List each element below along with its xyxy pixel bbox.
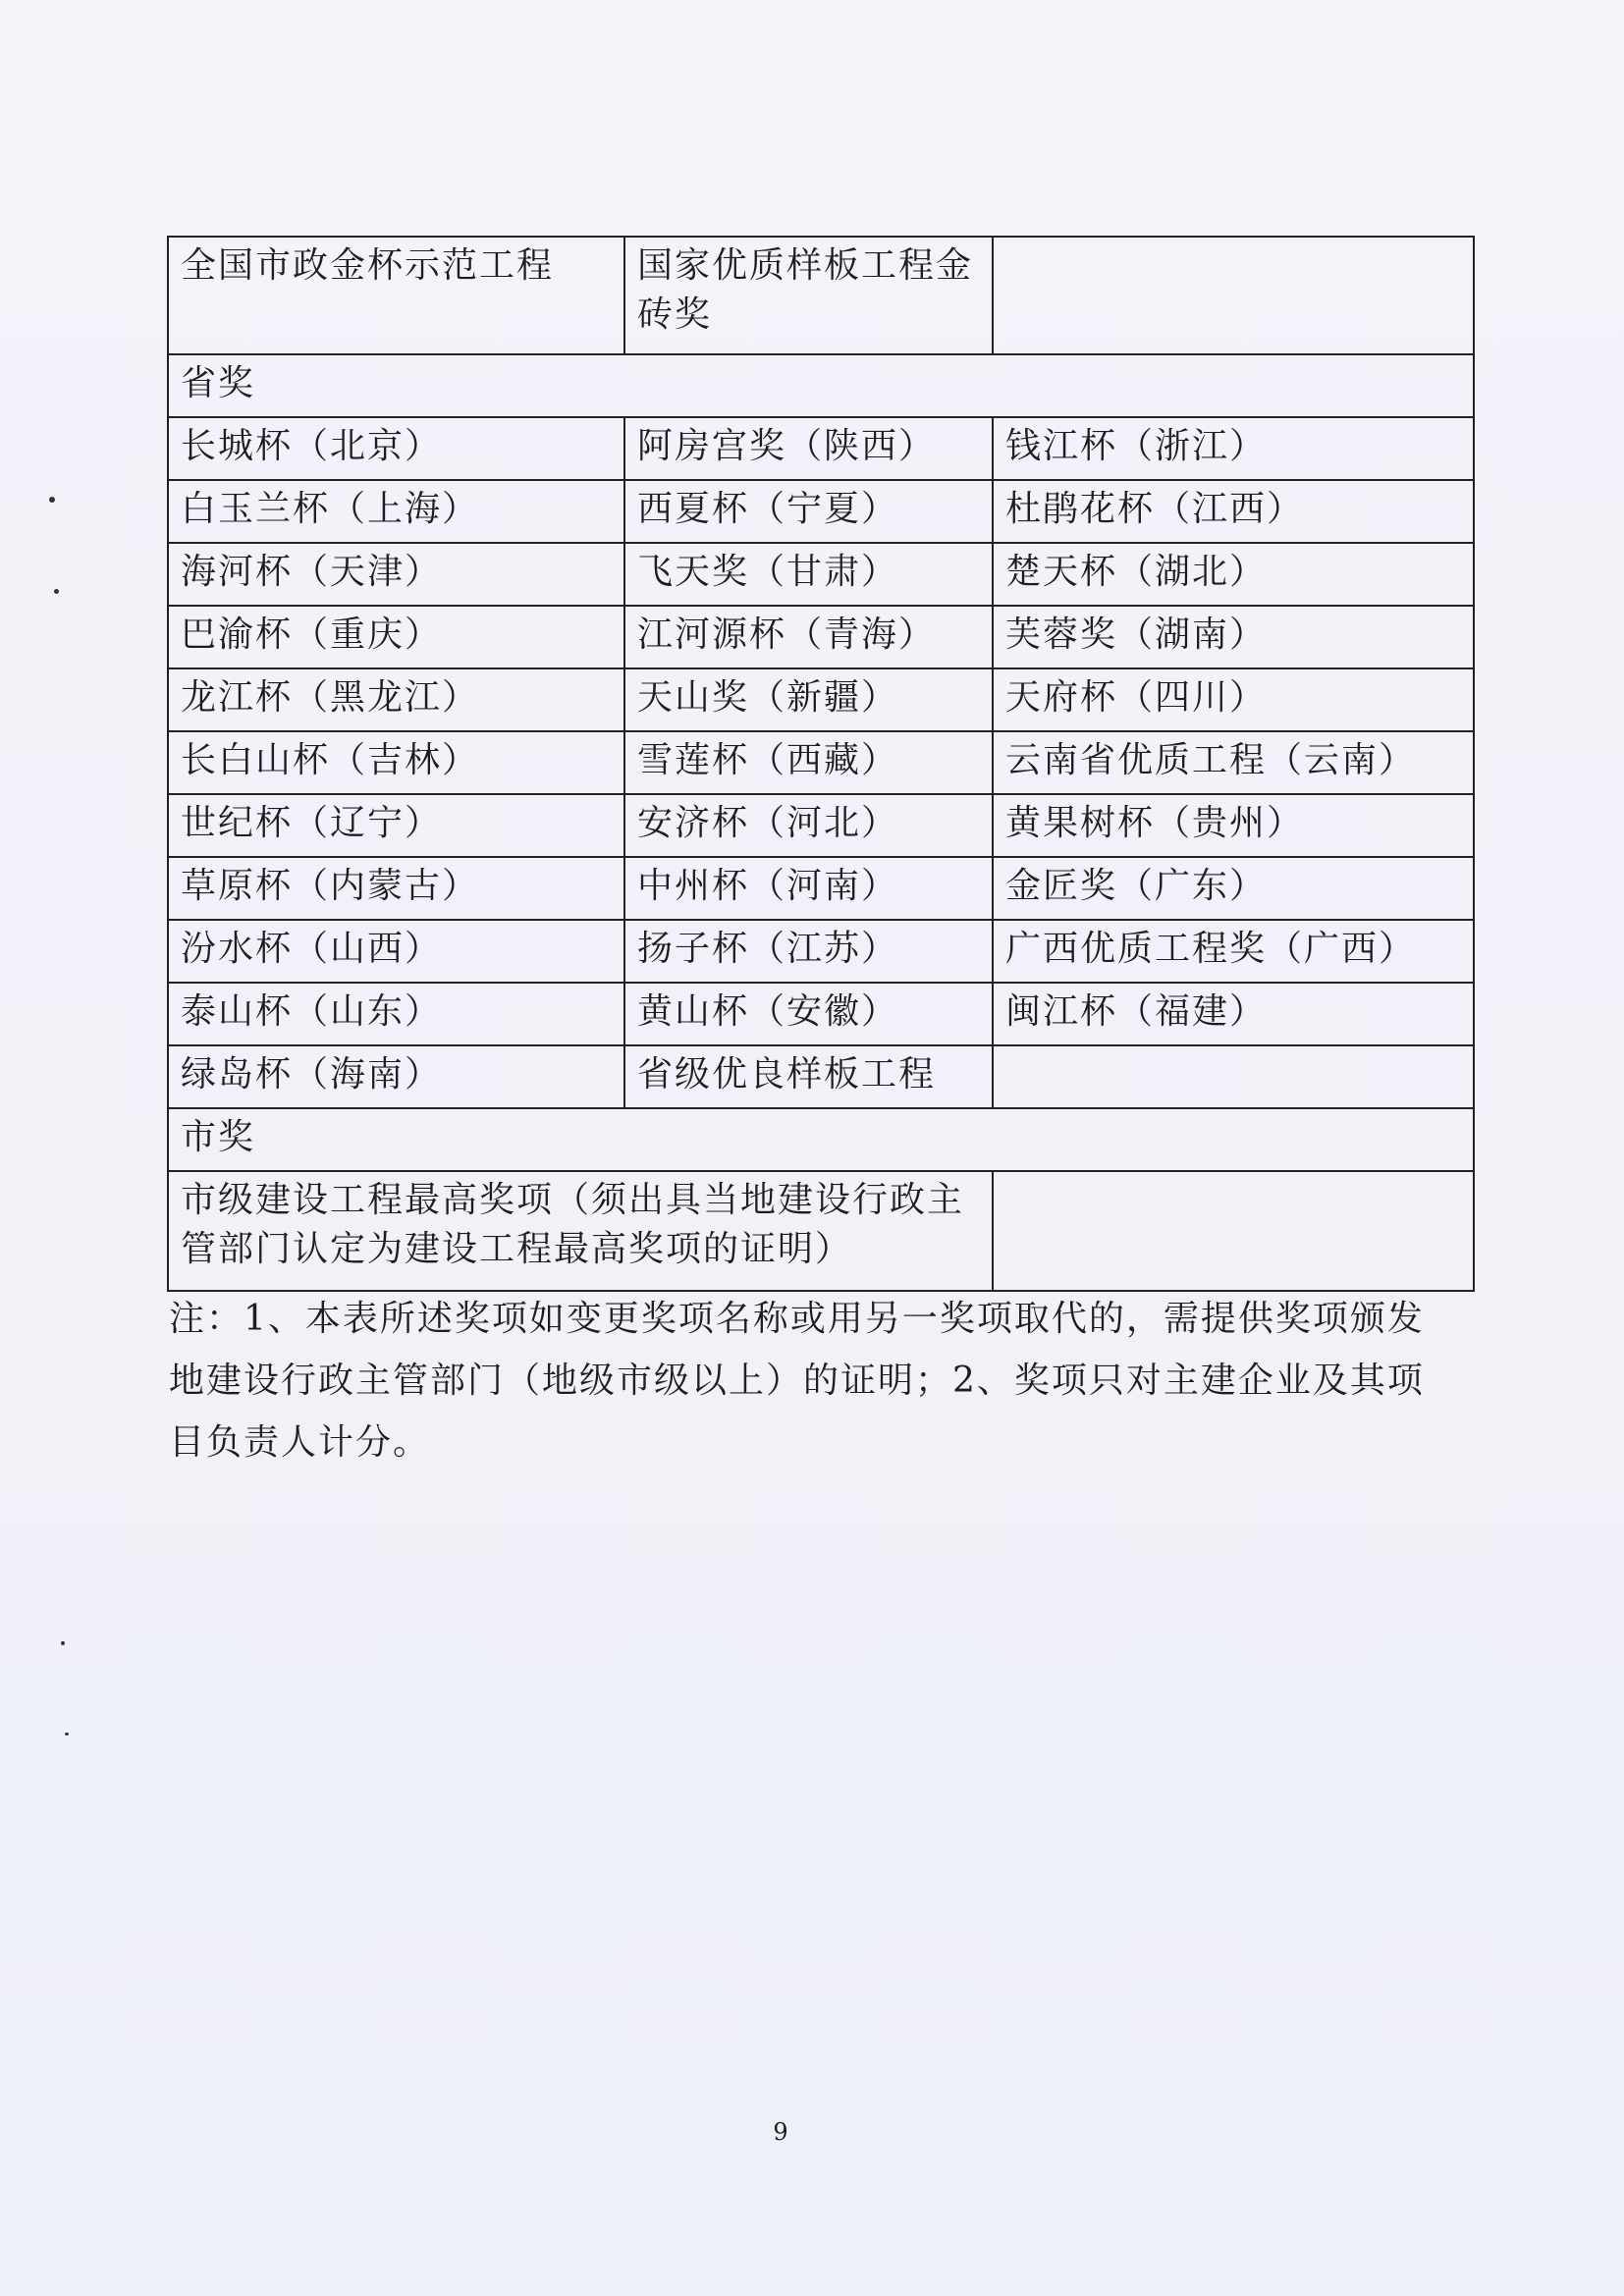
table-cell: 雪莲杯（西藏） xyxy=(624,731,993,794)
table-cell xyxy=(993,237,1474,354)
table-cell: 钱江杯（浙江） xyxy=(993,417,1474,480)
scan-speck xyxy=(65,1733,69,1735)
table-cell: 广西优质工程奖（广西） xyxy=(993,920,1474,983)
table-cell: 阿房宫奖（陕西） xyxy=(624,417,993,480)
table-cell: 汾水杯（山西） xyxy=(168,920,624,983)
table-cell: 草原杯（内蒙古） xyxy=(168,857,624,920)
table-cell: 西夏杯（宁夏） xyxy=(624,480,993,543)
table-cell: 泰山杯（山东） xyxy=(168,983,624,1045)
scan-speck xyxy=(61,1641,65,1645)
table-row xyxy=(168,480,1474,543)
table-cell: 中州杯（河南） xyxy=(624,857,993,920)
table-cell: 楚天杯（湖北） xyxy=(993,543,1474,606)
table-cell: 国家优质样板工程金砖奖 xyxy=(624,237,993,354)
table-cell: 龙江杯（黑龙江） xyxy=(168,668,624,731)
city-awards-header: 市奖 xyxy=(168,1108,1474,1171)
table-row xyxy=(168,543,1474,606)
table-cell: 巴渝杯（重庆） xyxy=(168,606,624,668)
table-row xyxy=(168,606,1474,668)
city-awards-header-row xyxy=(168,1108,1474,1171)
table-cell: 海河杯（天津） xyxy=(168,543,624,606)
table-row xyxy=(168,920,1474,983)
city-awards-row xyxy=(168,1171,1474,1291)
table-cell: 杜鹃花杯（江西） xyxy=(993,480,1474,543)
table-cell: 天府杯（四川） xyxy=(993,668,1474,731)
national-awards-row xyxy=(168,237,1474,354)
table-cell: 绿岛杯（海南） xyxy=(168,1045,624,1108)
scan-speck xyxy=(54,589,59,594)
province-awards-header-row xyxy=(168,354,1474,417)
table-cell: 飞天奖（甘肃） xyxy=(624,543,993,606)
table-cell: 金匠奖（广东） xyxy=(993,857,1474,920)
table-cell xyxy=(993,1045,1474,1108)
table-footnote: 注：1、本表所述奖项如变更奖项名称或用另一奖项取代的，需提供奖项颁发地建设行政主管部门（地级市级以上）的证明；2、奖项只对主建企业及其项目负责人计分。 xyxy=(169,1299,1425,1463)
table-row xyxy=(168,857,1474,920)
awards-table xyxy=(167,236,1475,1292)
table-row xyxy=(168,1045,1474,1108)
table-cell: 黄果树杯（贵州） xyxy=(993,794,1474,857)
table-cell: 云南省优质工程（云南） xyxy=(993,731,1474,794)
table-cell: 白玉兰杯（上海） xyxy=(168,480,624,543)
table-row xyxy=(168,417,1474,480)
table-cell: 全国市政金杯示范工程 xyxy=(168,237,624,354)
table-cell: 长白山杯（吉林） xyxy=(168,731,624,794)
table-cell: 世纪杯（辽宁） xyxy=(168,794,624,857)
table-row xyxy=(168,983,1474,1045)
table-cell: 扬子杯（江苏） xyxy=(624,920,993,983)
table-row xyxy=(168,731,1474,794)
table-cell: 芙蓉奖（湖南） xyxy=(993,606,1474,668)
page-number: 9 xyxy=(773,2118,788,2146)
table-cell: 市级建设工程最高奖项（须出具当地建设行政主管部门认定为建设工程最高奖项的证明） xyxy=(168,1171,993,1291)
table-cell: 长城杯（北京） xyxy=(168,417,624,480)
table-cell: 黄山杯（安徽） xyxy=(624,983,993,1045)
table-row xyxy=(168,668,1474,731)
table-cell: 省级优良样板工程 xyxy=(624,1045,993,1108)
table-cell: 闽江杯（福建） xyxy=(993,983,1474,1045)
table-cell: 江河源杯（青海） xyxy=(624,606,993,668)
scan-speck xyxy=(49,497,55,503)
province-awards-header: 省奖 xyxy=(168,354,1474,417)
table-cell: 安济杯（河北） xyxy=(624,794,993,857)
table-cell: 天山奖（新疆） xyxy=(624,668,993,731)
table-row xyxy=(168,794,1474,857)
table-cell xyxy=(993,1171,1474,1291)
